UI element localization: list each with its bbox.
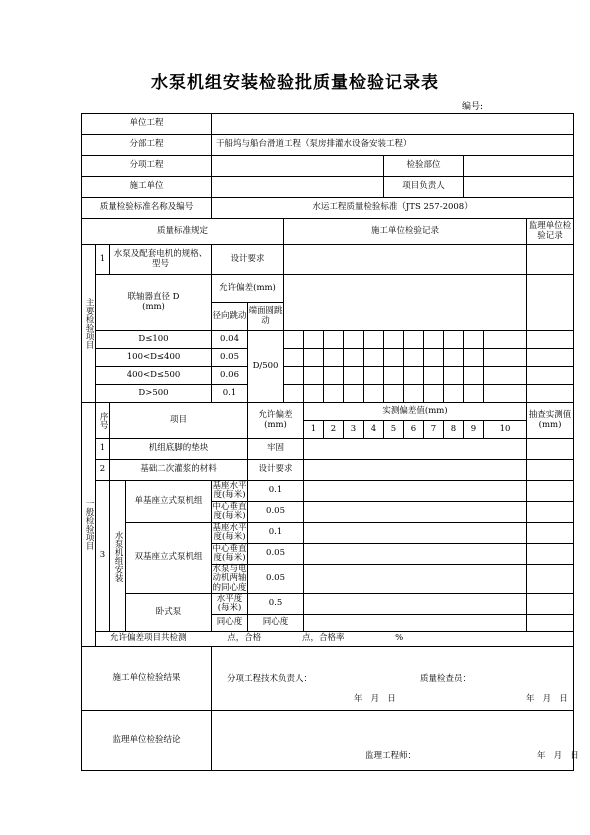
item-header: 项目	[110, 403, 248, 439]
quality-standard-header: 质量标准规定	[82, 219, 284, 245]
measure-col-header: 9	[464, 421, 484, 439]
date-b: 年 月 日	[526, 694, 568, 705]
division-project-label: 分部工程	[82, 135, 212, 156]
standard-value: 水运工程质量检验标准（JTS 257-2008）	[212, 198, 574, 219]
sub-item: 中心垂直度(每米)	[212, 501, 247, 521]
main-item-1-record[interactable]	[284, 245, 527, 275]
sub-item-value: 0.1	[248, 523, 304, 544]
supervision-engineer-label: 监理工程师：	[365, 751, 417, 762]
tech-lead-label: 分项工程技术负责人：	[227, 674, 313, 685]
summary-row: 允许偏差项目共检测 点，合格 点，合格率 %	[96, 632, 574, 647]
main-item-1-design-req: 设计要求	[212, 245, 284, 275]
coupling-record[interactable]	[284, 275, 527, 331]
main-item-1-number: 1	[96, 245, 110, 275]
project-leader-label: 项目负责人	[384, 177, 464, 198]
sample-measured-header: 抽查实测值(mm)	[527, 403, 574, 439]
page-title: 水泵机组安装检验批质量检验记录表	[151, 73, 439, 93]
supervision-record-header: 监理单位检验记录	[527, 219, 574, 245]
horizontal-pump-label: 卧式泵	[126, 594, 212, 632]
construction-result-label: 施工单位检验结果	[82, 647, 212, 711]
unit-project-label: 单位工程	[82, 114, 212, 135]
sub-item: 同心度	[212, 615, 248, 632]
qc-label: 质量检查员：	[420, 674, 472, 685]
sub-item: 基座水平度(每米)	[212, 480, 247, 500]
construction-result-body[interactable]	[212, 647, 574, 711]
sub-item: 水泵与电动机两轴的同心度	[212, 564, 247, 593]
project-leader-value[interactable]	[464, 177, 574, 198]
measure-col-header: 2	[324, 421, 344, 439]
supervision-result-body[interactable]	[212, 711, 579, 771]
coupling-allowed-dev: 允许偏差(mm)	[212, 275, 284, 303]
sub-item-value: 0.1	[248, 481, 304, 502]
measure-col-header: 5	[384, 421, 404, 439]
division-project-value[interactable]: 干船坞与船台滑道工程（泵房排灌水设备安装工程）	[212, 135, 574, 156]
pump-unit-install-label: 水泵机组安装	[110, 481, 126, 632]
general-allowed-dev-header: 允许偏差(mm)	[248, 403, 304, 439]
measure-col-header: 10	[484, 421, 527, 439]
sub-item: 水平度(每米)	[212, 594, 248, 615]
range-row-value: 0.05	[212, 349, 248, 367]
general-item-1-value: 牢固	[248, 439, 304, 460]
measure-col-header: 6	[404, 421, 424, 439]
document-number-label: 编号:	[462, 102, 484, 112]
measure-col-header: 1	[304, 421, 324, 439]
unit-project-value[interactable]	[212, 114, 574, 135]
main-item-1-text: 水泵及配套电机的规格、型号	[110, 245, 212, 275]
construction-unit-label: 施工单位	[82, 177, 212, 198]
single-base-label: 单基座立式泵机组	[126, 481, 212, 523]
inspection-part-label: 检验部位	[384, 156, 464, 177]
main-item-1-supervision[interactable]	[527, 245, 574, 275]
general-item-1-number: 1	[96, 439, 110, 460]
range-row-label: D>500	[96, 385, 212, 403]
coupling-supervision[interactable]	[527, 275, 574, 331]
general-item-3-number: 3	[96, 481, 110, 632]
general-item-2-value: 设计要求	[248, 460, 304, 481]
general-item-2-text: 基础二次灌浆的材料	[110, 460, 248, 481]
face-runout-label: 端面圆跳动	[248, 303, 284, 331]
range-row-label: D≤100	[96, 331, 212, 349]
inspection-part-value[interactable]	[464, 156, 574, 177]
range-row-label: 100<D≤400	[96, 349, 212, 367]
sub-item-value: 同心度	[248, 615, 304, 632]
construction-unit-value[interactable]	[212, 177, 384, 198]
sub-item-value: 0.05	[248, 565, 304, 594]
supervision-result-label: 监理单位检验结论	[82, 711, 212, 771]
inspection-record-table	[81, 113, 579, 771]
date-a: 年 月 日	[354, 694, 396, 705]
sub-item-value: 0.5	[248, 594, 304, 615]
measure-col-header: 7	[424, 421, 444, 439]
subitem-project-label: 分项工程	[82, 156, 212, 177]
general-item-1-text: 机组底脚的垫块	[110, 439, 248, 460]
sub-item: 中心垂直度(每米)	[212, 543, 247, 563]
sub-item-value: 0.05	[248, 544, 304, 565]
radial-runout-label: 径向跳动	[212, 303, 248, 331]
measure-col-header: 3	[344, 421, 364, 439]
double-base-label: 双基座立式泵机组	[126, 523, 212, 594]
range-row-value: 0.1	[212, 385, 248, 403]
range-row-value: 0.04	[212, 331, 248, 349]
general-items-label: 一般检验项目	[82, 403, 96, 647]
d500-value: D/500	[248, 331, 284, 403]
main-items-label: 主要检验项目	[82, 245, 96, 403]
seq-header: 序号	[96, 403, 110, 439]
general-item-2-number: 2	[96, 460, 110, 481]
construction-record-header: 施工单位检验记录	[284, 219, 527, 245]
measure-col-header: 8	[444, 421, 464, 439]
sub-item-value: 0.05	[248, 502, 304, 523]
measure-col-header: 4	[364, 421, 384, 439]
standard-label: 质量检验标准名称及编号	[82, 198, 212, 219]
sub-item: 基座水平度(每米)	[212, 522, 247, 542]
range-row-value: 0.06	[212, 367, 248, 385]
coupling-label: 联轴器直径 D (mm)	[96, 275, 212, 331]
range-row-label: 400<D≤500	[96, 367, 212, 385]
supervision-date: 年 月 日	[537, 751, 579, 762]
measured-deviation-header: 实测偏差值(mm)	[304, 403, 527, 421]
subitem-project-value[interactable]	[212, 156, 384, 177]
